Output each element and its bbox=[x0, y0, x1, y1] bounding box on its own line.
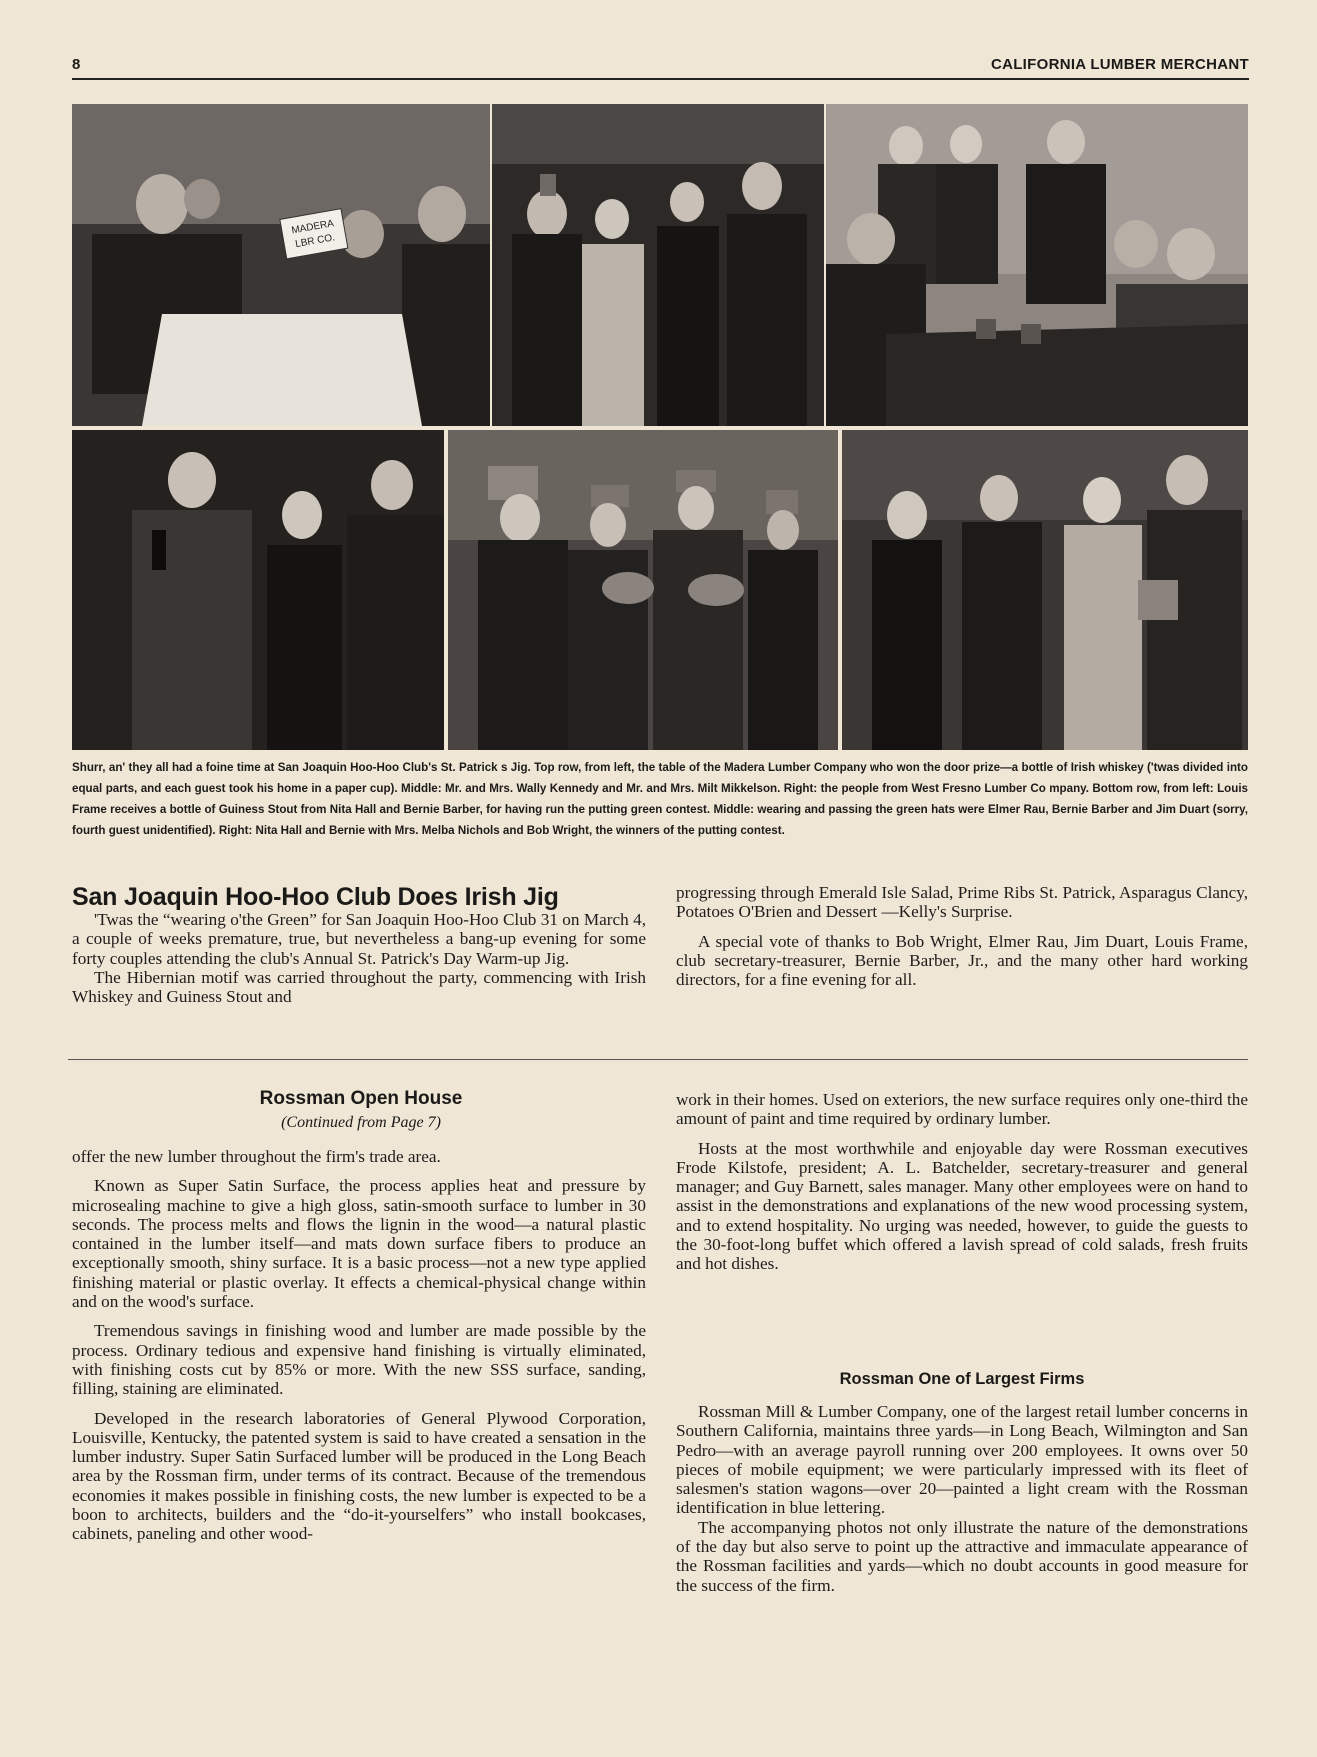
section-divider bbox=[68, 1059, 1248, 1060]
article2-paragraph: offer the new lumber throughout the firm's trade area. bbox=[72, 1147, 441, 1166]
madera-sign-text: MADERA bbox=[290, 218, 335, 237]
page-number: 8 bbox=[72, 56, 81, 73]
photo-putting-winners bbox=[842, 430, 1248, 750]
article2-paragraph: Hosts at the most worthwhile and enjoyable day were Rossman executives Frode Kilstofe, president; A. L. Batchelder, secretary-treasurer and general manager; and Guy Barnett, sales manager. Many other employees were on hand to assist in the demonstrations and explanations of the new wood processing system, and to extend hospitality. No urging was needed, however, to guide the guests to the 30-foot-long buffet which offered a lavish spread of cold salads, fresh fruits and hot dishes. bbox=[676, 1138, 1248, 1274]
article1-headline: San Joaquin Hoo-Hoo Club Does Irish Jig bbox=[72, 883, 559, 911]
article1-paragraph: A special vote of thanks to Bob Wright, Elmer Rau, Jim Duart, Louis Frame, club secretary-treasurer, Bernie Barber, Jr., and the many other hard working directors, for a fine evening for all. bbox=[676, 931, 1248, 990]
article2-paragraph: Developed in the research laboratories of General Plywood Corporation, Louisville, Kentucky, the patented system is said to have created a sensation in the lumber industry. Super Satin Surfaced lumber will be produced in the Long Beach area by the Rossman firm, under terms of its contract. Because of the tremendous economies it makes possible in finishing costs, the new lumber is expected to be a boon to architects, builders and the “do-it-yourselfers” who install bookcases, cabinets, paneling and other wood- bbox=[72, 1408, 646, 1544]
publication-title: CALIFORNIA LUMBER MERCHANT bbox=[990, 56, 1249, 73]
article2-sub-column bbox=[676, 1402, 1248, 1595]
photo-kennedy-mikkelson bbox=[492, 104, 824, 426]
article2-paragraph: Known as Super Satin Surface, the process applies heat and pressure by microsealing machine to give a high gloss, satin-smooth surface to lumber in 30 seconds. The process melts and flows the lignin in the wood—a natural plastic contained in the lumber itself—and mats down surface fibers to produce an exceptionally smooth, shiny surface. It is a basic process—not a new type applied finishing material or plastic overlay. It effects a chemical-physical change within and on the wood's surface. bbox=[72, 1176, 646, 1312]
article2-paragraph: Rossman Mill & Lumber Company, one of the largest retail lumber concerns in Southern California, maintains three yards—in Long Beach, Wilmington and San Pedro—with an average payroll running over 200 employees. It owns over 50 pieces of mobile equipment; we were particularly impressed with its fleet of salesmen's station wagons—over 20—painted a light cream with the Rossman identification in blue lettering. bbox=[676, 1402, 1248, 1518]
page-header bbox=[72, 52, 1249, 80]
photo-west-fresno bbox=[826, 104, 1248, 426]
article1-right-column bbox=[676, 883, 1248, 989]
svg-text:LBR CO.: LBR CO. bbox=[294, 232, 336, 251]
article1-paragraph: 'Twas the “wearing o'the Green” for San Joaquin Hoo-Hoo Club 31 on March 4, a couple of weeks premature, true, but nevertheless a bang-up evening for some forty couples attending the club's Annual St. Patrick's Day Warm-up Jig. bbox=[72, 910, 646, 968]
photo-madera-table bbox=[72, 104, 490, 426]
article2-left-column bbox=[72, 1147, 646, 1544]
article1-paragraph: progressing through Emerald Isle Salad, Prime Ribs St. Patrick, Asparagus Clancy, Potatoes O'Brien and Dessert —Kelly's Surprise. bbox=[676, 883, 1248, 922]
article1-left-column bbox=[72, 910, 646, 1006]
article2-subheading: Rossman One of Largest Firms bbox=[839, 1370, 1085, 1388]
photo-green-hats bbox=[448, 430, 838, 750]
article2-right-column bbox=[676, 1090, 1248, 1274]
article2-paragraph: The accompanying photos not only illustrate the nature of the demonstrations of the day but also serve to point up the attractive and immaculate appearance of the Rossman facilities and yards—which no doubt accounts in good measure for the success of the firm. bbox=[676, 1517, 1248, 1595]
article1-paragraph: The Hibernian motif was carried throughout the party, commencing with Irish Whiskey and Guiness Stout and bbox=[72, 967, 646, 1007]
article2-headline: Rossman Open House bbox=[259, 1088, 463, 1109]
photo-louis-frame bbox=[72, 430, 444, 750]
article2-paragraph: Tremendous savings in finishing wood and lumber are made possible by the process. Ordinary tedious and expensive hand finishing is virtually eliminated, with finishing costs cut by 85% or more. With the new SSS surface, sanding, filling, staining are eliminated. bbox=[72, 1321, 646, 1399]
photo-caption: Shurr, an' they all had a foine time at San Joaquin Hoo-Hoo Club's St. Patrick s Jig. Top row, from left, the table of the Madera Lumber Company who won the door prize—a bottle of Irish whiskey ('twas divided into equal parts, and each guest took his home in a paper cup). Middle: Mr. and Mrs. Wally Kennedy and Mr. and Mrs. Milt Mikkelson. Right: the people from West Fresno Lumber Co mpany. Bottom row, from left: Louis Frame receives a bottle of Guiness Stout from Nita Hall and Bernie Barber, for having run the putting green contest. Middle: wearing and passing the green hats were Elmer Rau, Bernie Barber and Jim Duart (sorry, fourth guest unidentified). Right: Nita Hall and Bernie with Mrs. Melba Nichols and Bob Wright, the winners of the putting contest. bbox=[72, 761, 1248, 837]
continued-note: (Continued from Page 7) bbox=[281, 1114, 441, 1131]
article2-paragraph: work in their homes. Used on exteriors, the new surface requires only one-third the amount of paint and time required by ordinary lumber. bbox=[676, 1090, 1248, 1129]
